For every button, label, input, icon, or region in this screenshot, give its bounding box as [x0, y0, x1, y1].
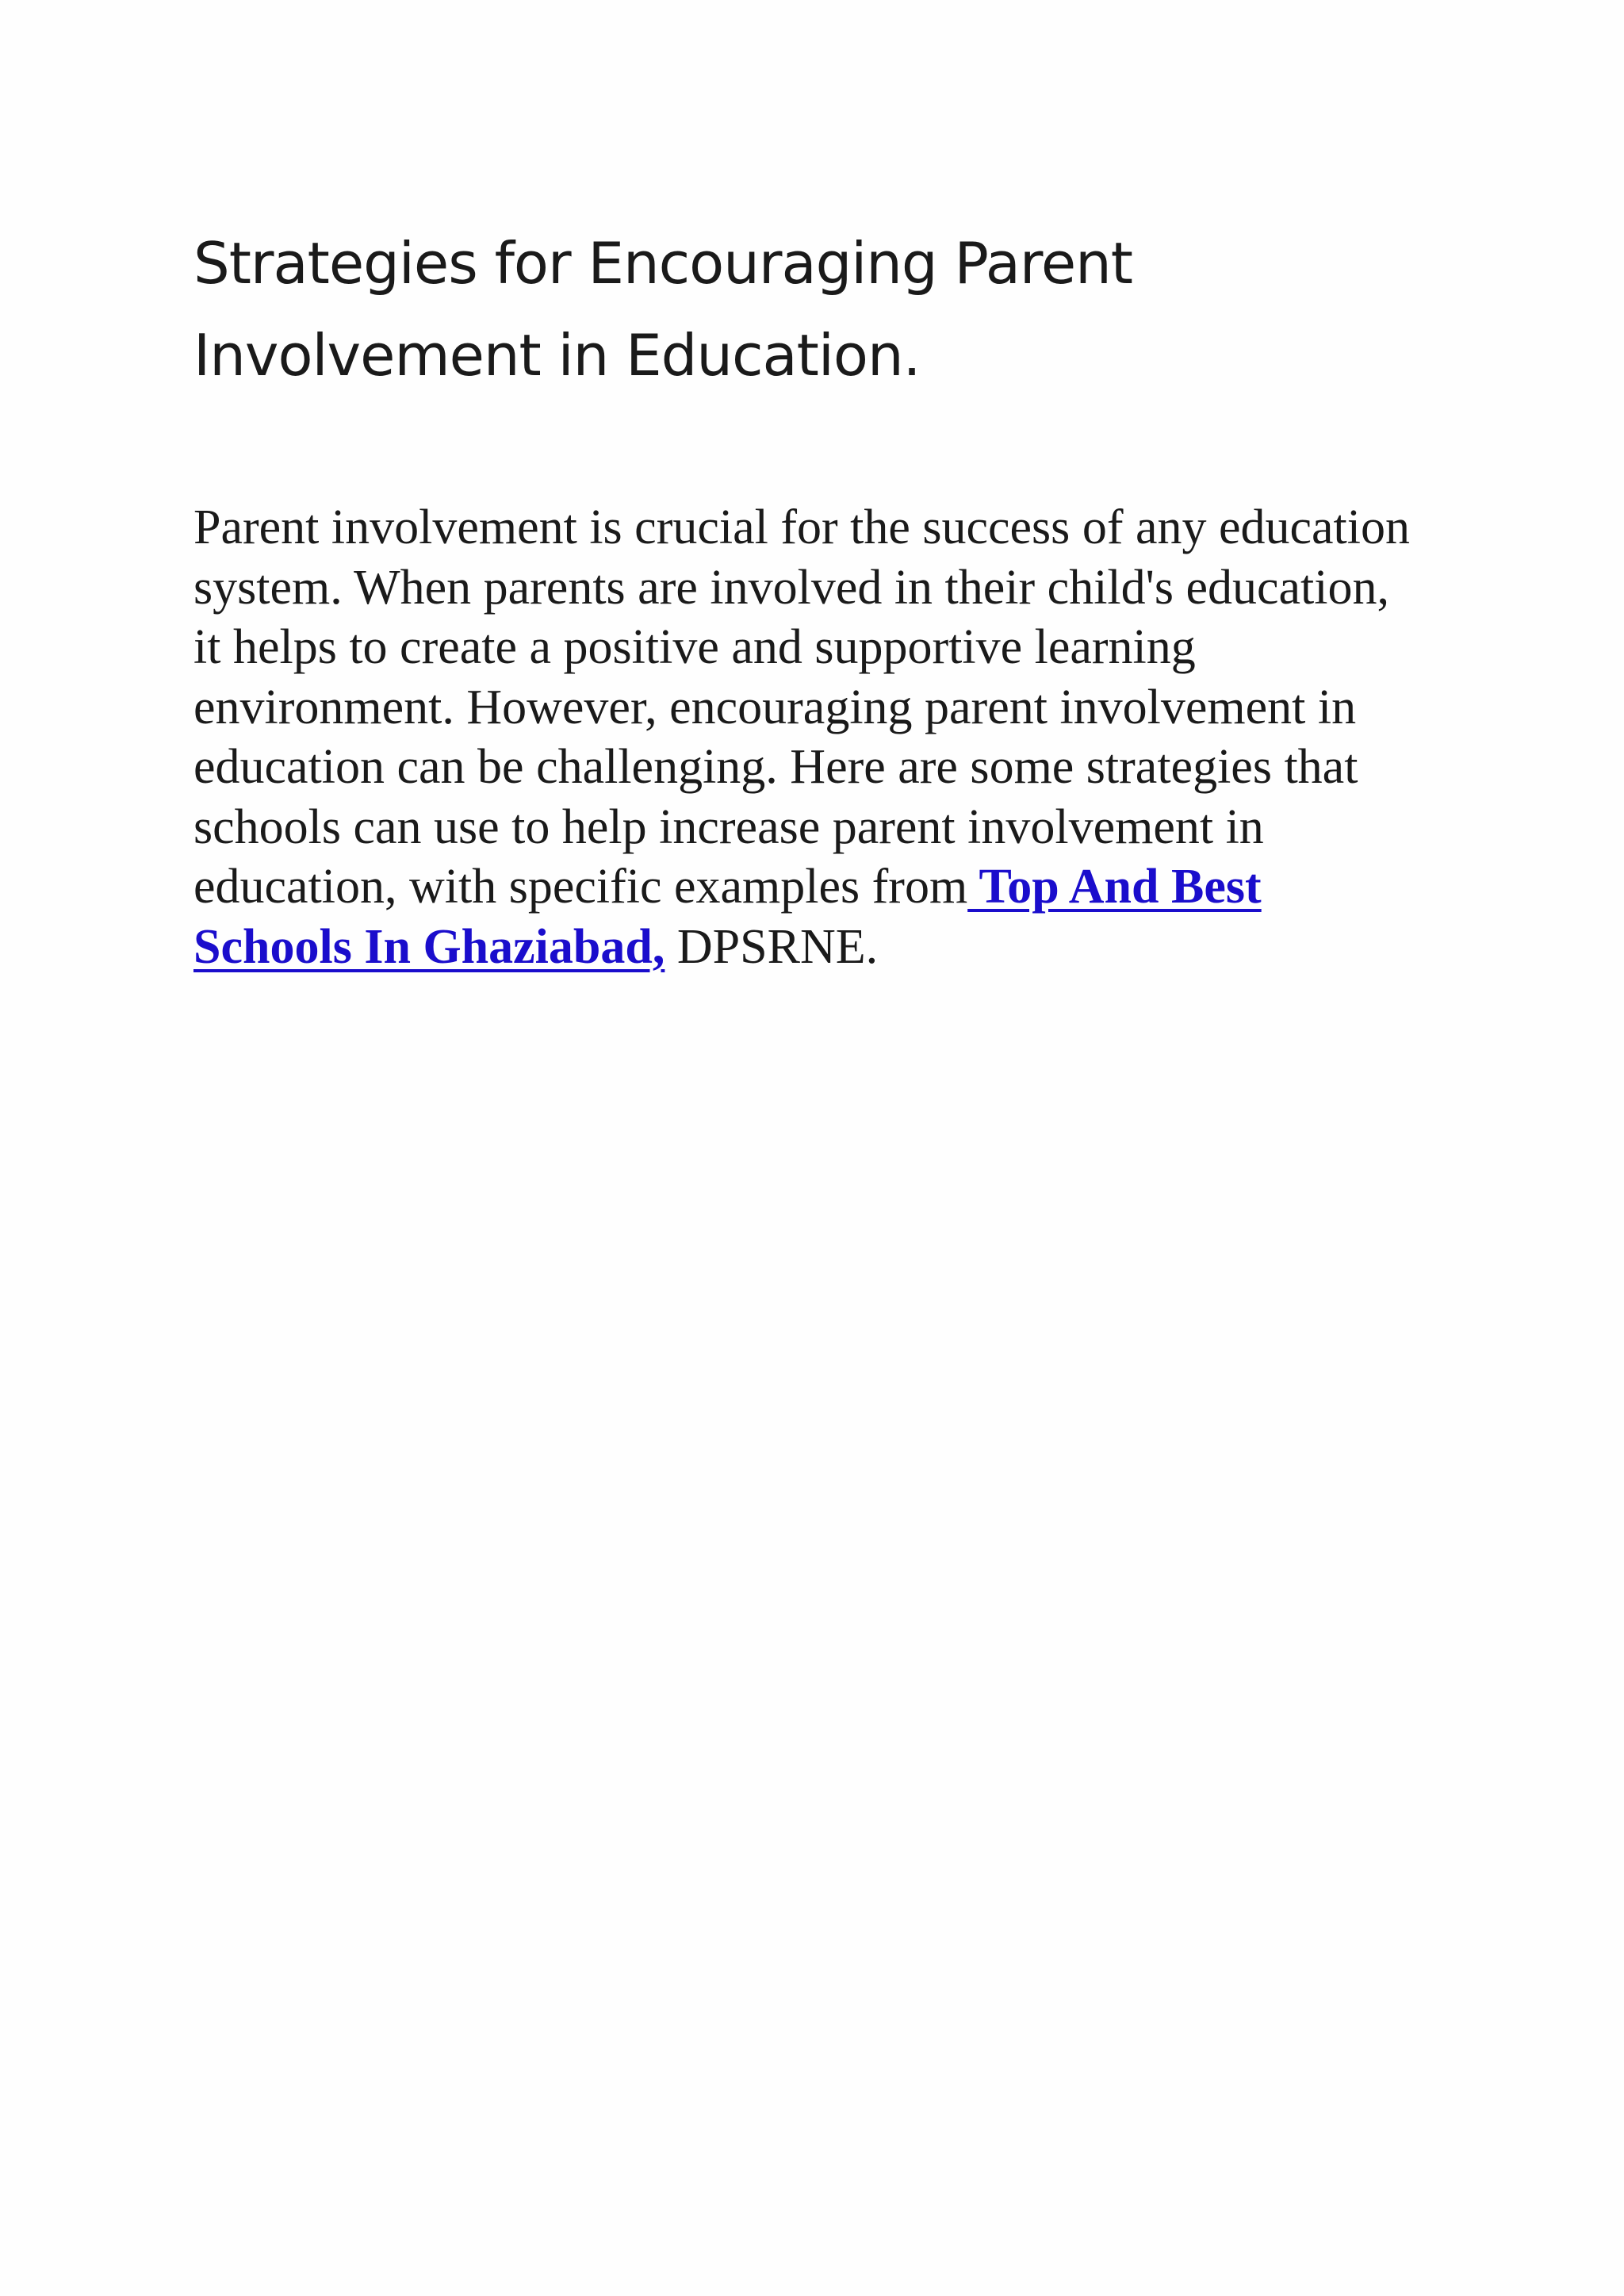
document-title [193, 217, 1462, 401]
paragraph-suffix: DPSRNE. [665, 919, 879, 974]
title-line-2: Involvement in Education. [193, 322, 921, 389]
body-paragraph [193, 498, 1462, 977]
title-line-1: Strategies for Encouraging Parent [193, 230, 1133, 297]
paragraph-line-4: environment. However, encouraging parent involvement in [193, 680, 1357, 734]
paragraph-line-3: it helps to create a positive and supportive learning [193, 620, 1196, 674]
link-text-part-2: Schools In Ghaziabad, [193, 919, 665, 974]
paragraph-line-7-prefix: education, with specific examples from [193, 860, 968, 914]
paragraph-line-5: education can be challenging. Here are some strategies that [193, 740, 1358, 794]
paragraph-line-6: schools can use to help increase parent involvement in [193, 799, 1264, 854]
paragraph-line-1: Parent involvement is crucial for the success of any education [193, 500, 1410, 554]
paragraph-line-2: system. When parents are involved in their child's education, [193, 560, 1389, 615]
link-text-part-1: Top And Best [967, 860, 1262, 914]
